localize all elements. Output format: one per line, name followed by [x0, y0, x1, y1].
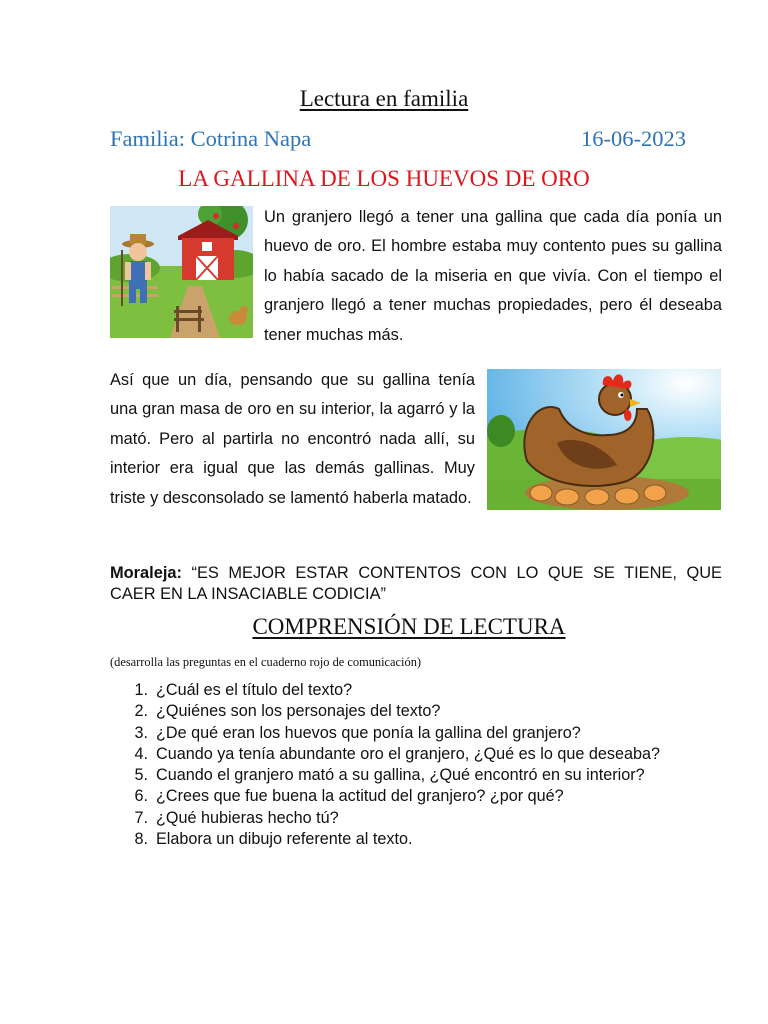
hen-illustration: [487, 369, 721, 510]
comprehension-instructions: (desarrolla las preguntas en el cuaderno rojo de comunicación): [110, 655, 422, 669]
question-item: 4. Cuando ya tenía abundante oro el granjero, ¿Qué es lo que deseaba?: [134, 744, 660, 763]
question-item: 2. ¿Quiénes son los personajes del texto?: [134, 702, 441, 721]
farm-illustration: [110, 206, 253, 338]
family-name: Familia: Cotrina Napa: [110, 126, 312, 151]
question-item: 8. Elabora un dibujo referente al texto.: [134, 830, 413, 849]
story-paragraph-2: Así que un día, pensando que su gallina tenía una gran masa de oro en su interior, la agarró y la mató. Pero al partirla no encontró nada allí, su interior era igual que las demás gallinas. Muy triste y desconsolado se lamentó haberla matado.: [110, 371, 475, 507]
document-title: Lectura en familia: [299, 86, 469, 111]
question-item: 3. ¿De qué eran los huevos que ponía la gallina del granjero?: [134, 723, 581, 742]
document-date: 16-06-2023: [581, 126, 686, 151]
question-item: 1. ¿Cuál es el título del texto?: [134, 681, 353, 699]
moral-label: Moraleja:: [110, 564, 182, 582]
moral-text: “ES MEJOR ESTAR CONTENTOS CON LO QUE SE TIENE, QUE CAER EN LA INSACIABLE CODICIA”: [110, 564, 722, 603]
question-item: 5. Cuando el granjero mató a su gallina, ¿Qué encontró en su interior?: [134, 766, 645, 785]
family-line: [110, 126, 686, 152]
moral: [110, 563, 722, 605]
comprehension-title: COMPRENSIÓN DE LECTURA: [252, 614, 566, 639]
story-paragraph-1: Un granjero llegó a tener una gallina que cada día ponía un huevo de oro. El hombre estaba muy contento pues su gallina lo había sacado de la miseria en que vivía. Con el tiempo el granjero llegó a tener muchas propiedades, pero él deseaba tener muchas más.: [264, 208, 722, 344]
story-title: LA GALLINA DE LOS HUEVOS DE ORO: [178, 166, 590, 191]
question-item: 7. ¿Qué hubieras hecho tú?: [134, 808, 339, 827]
question-item: 6. ¿Crees que fue buena la actitud del granjero? ¿por qué?: [134, 787, 564, 806]
question-list: [110, 680, 750, 850]
